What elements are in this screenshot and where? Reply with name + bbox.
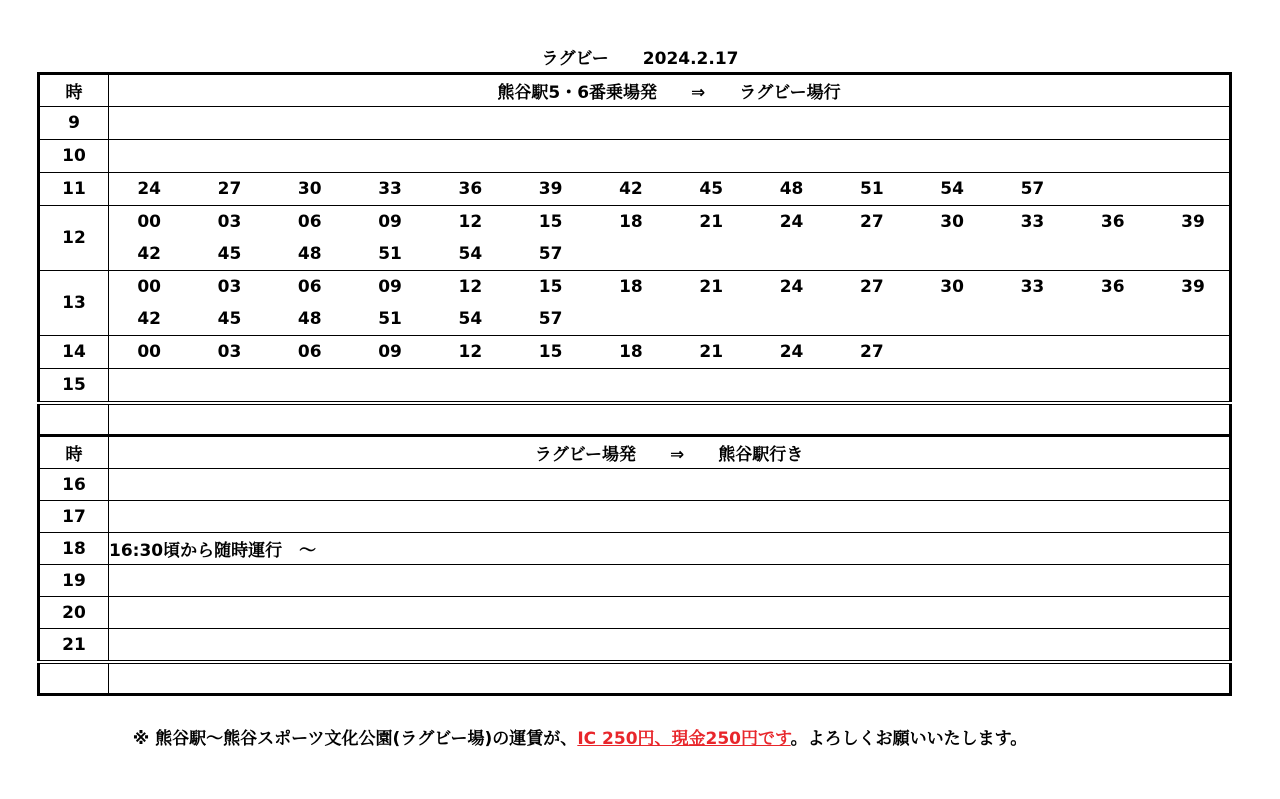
table-row — [39, 107, 1231, 140]
departure-minute: 00 — [137, 212, 161, 232]
departure-minute: 15 — [538, 277, 563, 297]
minutes-cell — [109, 107, 1231, 140]
departure-minute: 24 — [779, 277, 804, 297]
blank-cell — [39, 662, 109, 695]
table-row — [39, 336, 1231, 369]
page-title: ラグビー 2024.2.17 — [541, 49, 739, 69]
hour-cell: 13 — [39, 271, 109, 336]
departure-minute: 27 — [859, 212, 884, 232]
minutes-list — [109, 271, 1229, 335]
table-row — [39, 597, 1231, 629]
return-route-header: ラグビー場発 ⇒ 熊谷駅行き — [109, 436, 1231, 469]
departure-minute: 03 — [217, 342, 242, 362]
departure-minute: 33 — [1020, 277, 1045, 297]
departure-minute: 39 — [1181, 212, 1205, 232]
departure-minute: 36 — [1100, 212, 1125, 232]
departure-minute: 30 — [940, 212, 964, 232]
departure-minute: 03 — [217, 212, 242, 232]
hour-column-header: 時 — [39, 436, 109, 469]
minutes-list — [109, 173, 1229, 205]
departure-minute: 42 — [619, 179, 643, 199]
departure-minute: 00 — [137, 342, 161, 362]
departure-minute: 45 — [217, 309, 242, 329]
departure-minute: 06 — [297, 212, 322, 232]
empty-slot — [109, 140, 189, 172]
hour-cell: 17 — [39, 501, 109, 533]
departure-minute: 21 — [699, 212, 724, 232]
departure-minute: 45 — [217, 244, 242, 264]
departure-minute: 39 — [1181, 277, 1205, 297]
service-note — [109, 469, 1231, 501]
departure-minute: 21 — [699, 342, 724, 362]
departure-minute: 03 — [217, 277, 242, 297]
empty-slot — [109, 369, 189, 401]
hour-cell: 15 — [39, 369, 109, 404]
minutes-list — [109, 140, 1229, 172]
departure-minute: 51 — [378, 244, 402, 264]
table-row — [39, 501, 1231, 533]
minutes-list — [109, 107, 1229, 139]
departure-minute: 51 — [378, 309, 402, 329]
service-note: 16:30頃から随時運行 ～ — [109, 533, 1231, 565]
service-note — [109, 501, 1231, 533]
departure-minute: 09 — [378, 342, 402, 362]
fare-notice — [0, 724, 1160, 749]
service-note — [109, 597, 1231, 629]
departure-minute: 30 — [940, 277, 964, 297]
table-row — [39, 629, 1231, 663]
separator-row — [39, 403, 1231, 436]
departure-minute: 57 — [538, 309, 563, 329]
minutes-cell — [109, 271, 1231, 336]
hour-cell: 10 — [39, 140, 109, 173]
departure-minute: 39 — [538, 179, 563, 199]
minutes-cell — [109, 369, 1231, 404]
hour-cell: 18 — [39, 533, 109, 565]
departure-minute: 48 — [297, 244, 322, 264]
departure-minute: 12 — [458, 342, 483, 362]
hour-cell: 9 — [39, 107, 109, 140]
table-row — [39, 140, 1231, 173]
departure-minute: 27 — [859, 277, 884, 297]
departure-minute: 24 — [137, 179, 161, 199]
departure-minute: 48 — [297, 309, 322, 329]
outbound-route-header: 熊谷駅5・6番乗場発 ⇒ ラグビー場行 — [109, 74, 1231, 107]
departure-minute: 27 — [859, 342, 884, 362]
minutes-list — [109, 369, 1229, 401]
hour-cell: 14 — [39, 336, 109, 369]
fare-notice-suffix: 。よろしくお願いいたします。 — [790, 729, 1028, 749]
departure-minute: 27 — [217, 179, 242, 199]
service-note — [109, 629, 1231, 663]
fare-notice-highlight: IC 250円、現金250円です — [577, 729, 791, 749]
hour-cell: 11 — [39, 173, 109, 206]
table-row — [39, 369, 1231, 404]
table-row — [39, 206, 1231, 271]
departure-minute: 12 — [458, 277, 483, 297]
minutes-cell — [109, 336, 1231, 369]
hour-cell: 12 — [39, 206, 109, 271]
hour-cell: 20 — [39, 597, 109, 629]
departure-minute: 36 — [458, 179, 483, 199]
departure-minute: 54 — [458, 309, 483, 329]
departure-minute: 42 — [137, 309, 161, 329]
minutes-cell — [109, 140, 1231, 173]
departure-minute: 21 — [699, 277, 724, 297]
departure-minute: 54 — [458, 244, 483, 264]
hour-cell: 16 — [39, 469, 109, 501]
blank-cell — [109, 403, 1231, 436]
departure-minute: 06 — [297, 342, 322, 362]
departure-minute: 57 — [538, 244, 563, 264]
departure-minute: 51 — [859, 179, 884, 199]
departure-minute: 12 — [458, 212, 483, 232]
table-row — [39, 271, 1231, 336]
timetable — [37, 72, 1232, 696]
minutes-list — [109, 206, 1229, 270]
hour-cell: 19 — [39, 565, 109, 597]
departure-minute: 18 — [619, 342, 643, 362]
departure-minute: 09 — [378, 277, 402, 297]
departure-minute: 48 — [779, 179, 804, 199]
minutes-list — [109, 336, 1229, 368]
departure-minute: 09 — [378, 212, 402, 232]
departure-minute: 24 — [779, 342, 804, 362]
blank-cell — [109, 662, 1231, 695]
departure-minute: 57 — [1020, 179, 1045, 199]
minutes-cell — [109, 206, 1231, 271]
service-note — [109, 565, 1231, 597]
departure-minute: 15 — [538, 342, 563, 362]
departure-minute: 18 — [619, 277, 643, 297]
minutes-cell — [109, 173, 1231, 206]
departure-minute: 45 — [699, 179, 724, 199]
departure-minute: 36 — [1100, 277, 1125, 297]
departure-minute: 18 — [619, 212, 643, 232]
departure-minute: 33 — [378, 179, 402, 199]
departure-minute: 30 — [297, 179, 322, 199]
departure-minute: 00 — [137, 277, 161, 297]
hour-column-header: 時 — [39, 74, 109, 107]
departure-minute: 24 — [779, 212, 804, 232]
table-row — [39, 533, 1231, 565]
outbound-header-row — [39, 74, 1231, 107]
table-row — [39, 565, 1231, 597]
departure-minute: 15 — [538, 212, 563, 232]
return-header-row — [39, 436, 1231, 469]
departure-minute: 42 — [137, 244, 161, 264]
blank-row — [39, 662, 1231, 695]
departure-minute: 54 — [940, 179, 964, 199]
fare-notice-prefix: ※ 熊谷駅～熊谷スポーツ文化公園(ラグビー場)の運賃が、 — [132, 729, 578, 749]
hour-cell: 21 — [39, 629, 109, 663]
departure-minute: 33 — [1020, 212, 1045, 232]
blank-cell — [39, 403, 109, 436]
table-row — [39, 173, 1231, 206]
departure-minute: 06 — [297, 277, 322, 297]
table-row — [39, 469, 1231, 501]
empty-slot — [109, 107, 189, 139]
